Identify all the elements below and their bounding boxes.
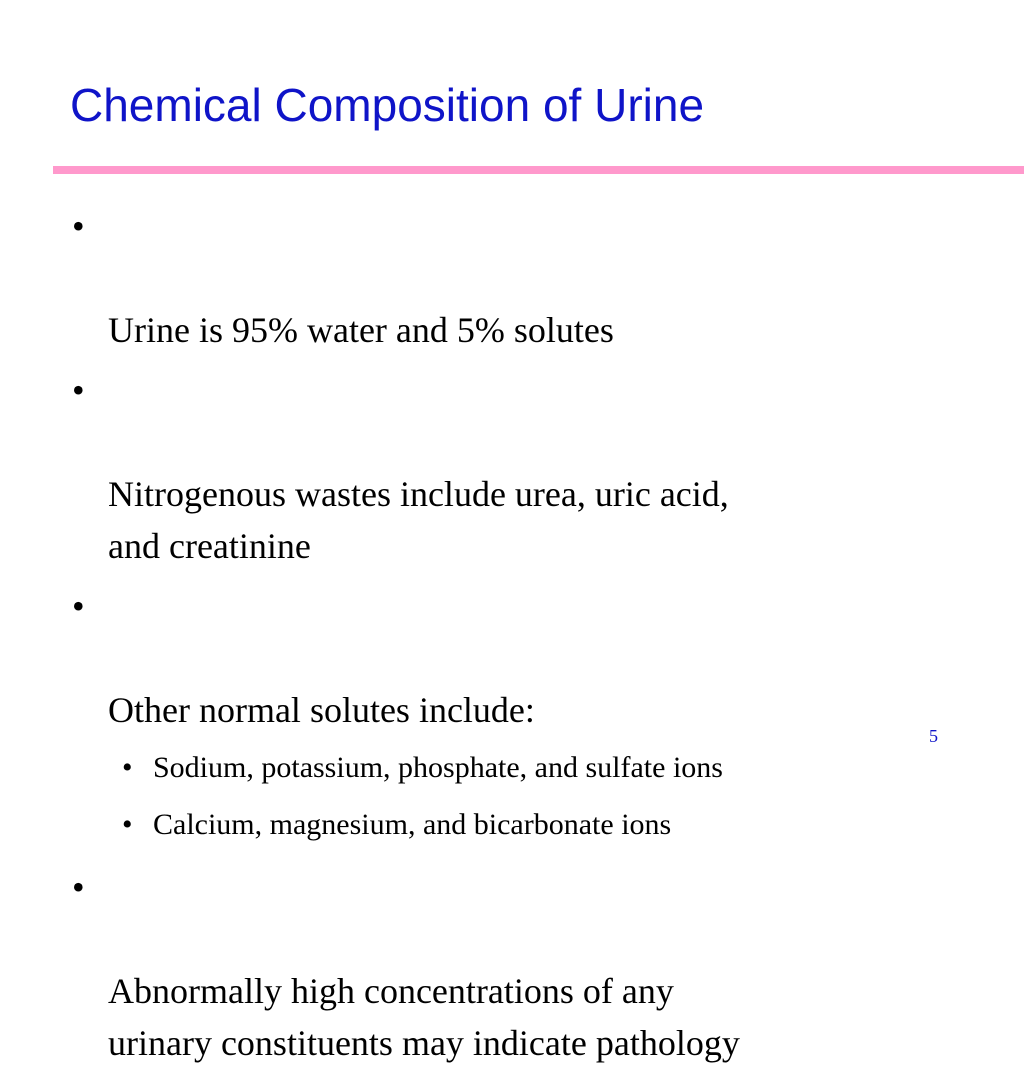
sub-bullet-text: Calcium, magnesium, and bicarbonate ions [153,808,672,841]
slide-title: Chemical Composition of Urine [70,79,705,131]
bullet-item [72,364,972,572]
bullet-icon: • [72,586,85,626]
bullet-item [72,861,972,1069]
sub-bullet-list [122,744,972,849]
bullet-list [72,200,972,1077]
sub-bullet-item [122,801,972,849]
bullet-text: Urine is 95% water and 5% solutes [108,310,614,350]
sub-bullet-icon: • [122,808,133,841]
bullet-icon: • [72,370,85,410]
bullet-item [72,580,972,736]
sub-bullet-text: Sodium, potassium, phosphate, and sulfate ions [153,751,723,784]
sub-bullet-item [122,744,972,792]
title-underline-bar [53,166,1024,174]
bullet-item [72,200,972,356]
bullet-icon: • [72,206,85,246]
bullet-text: Nitrogenous wastes include urea, uric acid, and creatinine [108,474,729,566]
page-number: 5 [929,726,938,746]
sub-bullet-icon: • [122,751,133,784]
bullet-icon: • [72,867,85,907]
bullet-text: Other normal solutes include: [108,690,535,730]
bullet-text: Abnormally high concentrations of any urinary constituents may indicate pathology [108,971,740,1063]
